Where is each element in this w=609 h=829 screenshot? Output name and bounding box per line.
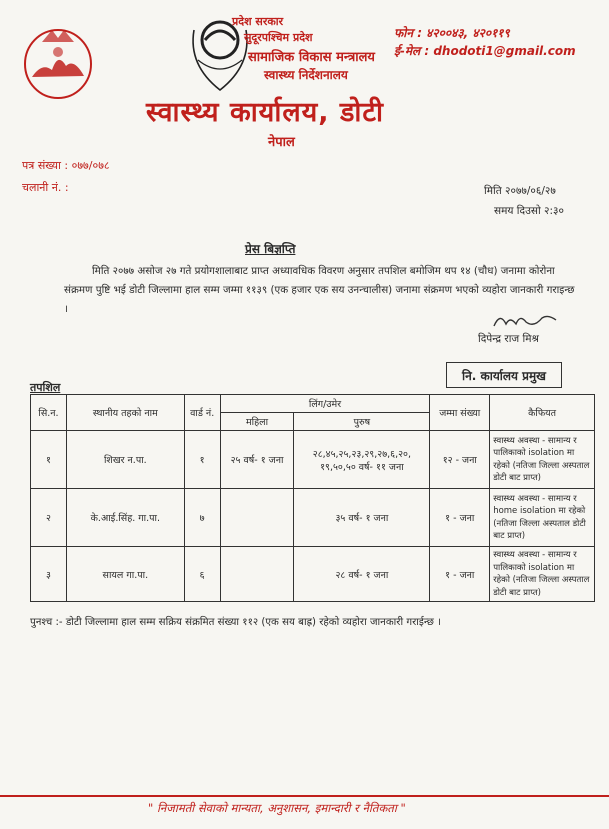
ref-number: पत्र संख्या : ०७७/०७८ (22, 159, 110, 172)
postscript-note: पुनश्च :- डोटी जिल्लामा हाल सम्म सक्रिय संक्रमित संख्या ११२ (एक सय बाह्र) रहेको व्यहोरा जानकारी गराईन्छ । (30, 617, 442, 628)
row-sn: २ (31, 489, 67, 547)
table-header-row (31, 395, 595, 413)
row-remarks: स्वास्थ्य अवस्था - सामान्य र पालिकाको isolation मा रहेको (नतिजा जिल्ला अस्पताल डोटी बाट प्राप्त) (490, 547, 595, 602)
phone-numbers: फोन : ४२००४३, ४२०११९ (394, 26, 510, 40)
row-male: २८,४५,२५,२३,२९,२७,६,२०, १९,५०,५० वर्ष- ११ जना (294, 431, 430, 489)
table-row (31, 489, 595, 547)
row-sn: १ (31, 431, 67, 489)
table-row (31, 547, 595, 602)
row-remarks: स्वास्थ्य अवस्था - सामान्य र पालिकाको isolation मा रहेको (नतिजा जिल्ला अस्पताल डोटी बाट प्राप्त) (490, 431, 595, 489)
table-row (31, 431, 595, 489)
office-country: नेपाल (268, 135, 295, 150)
row-local-level: सायल गा.पा. (66, 547, 184, 602)
office-title: स्वास्थ्य कार्यालय, डोटी (146, 97, 384, 128)
dispatch-number: चलानी नं. : (22, 181, 69, 194)
row-local-level: के.आई.सिंह. गा.पा. (66, 489, 184, 547)
row-male: २८ वर्ष- १ जना (294, 547, 430, 602)
press-body: मिति २०७७ असोज २७ गते प्रयोगशालाबाट प्राप्त अध्यावधिक विवरण अनुसार तपशिल बमोजिम थप १४ (चौध) जनामा कोरोना संक्रमण पुष्टि भई डोटी जिल्लामा हाल सम्म जम्मा ११३९ (एक हजार एक सय उनन्चालीस) जनामा संक्रमण भएको व्यहोरा जानकारी गराइन्छ । (64, 265, 575, 315)
row-sn: ३ (31, 547, 67, 602)
row-ward: ६ (184, 547, 220, 602)
province-name: सुदूरपश्चिम प्रदेश (244, 31, 313, 44)
letter-date: मिति २०७७/०६/२७ (484, 185, 556, 197)
row-total: १ - जना (430, 547, 490, 602)
header-total: जम्मा संख्या (430, 395, 490, 431)
row-total: १२ - जना (430, 431, 490, 489)
directorate-name: स्वास्थ्य निर्देशनालय (264, 68, 348, 82)
header-remarks: कैफियत (490, 395, 595, 431)
press-heading: प्रेस बिज्ञप्ति (245, 242, 296, 256)
header-sn: सि.न. (31, 395, 67, 431)
case-details-table (30, 394, 595, 602)
email-address: ई-मेल : dhodoti1@gmail.com (394, 44, 576, 58)
header-male: पुरुष (294, 413, 430, 431)
row-female: २५ वर्ष- १ जना (220, 431, 294, 489)
row-total: १ - जना (430, 489, 490, 547)
nepal-emblem-icon (22, 22, 94, 102)
row-ward: ७ (184, 489, 220, 547)
header-local-level: स्थानीय तहको नाम (66, 395, 184, 431)
header-female: महिला (220, 413, 294, 431)
row-male: ३५ वर्ष- १ जना (294, 489, 430, 547)
footer-divider (0, 795, 609, 797)
row-ward: १ (184, 431, 220, 489)
footer-motto: " निजामती सेवाको मान्यता, अनुशासन, इमान्दारी र नैतिकता " (148, 801, 406, 815)
row-remarks: स्वास्थ्य अवस्था - सामान्य र home isolation मा रहेको (नतिजा जिल्ला अस्पताल डोटी बाट प्राप्त) (490, 489, 595, 547)
signature (490, 310, 560, 332)
header-gender-age: लिंग/उमेर (220, 395, 430, 413)
office-chief-stamp: नि. कार्यालय प्रमुख (446, 362, 562, 388)
province-govt: प्रदेश सरकार (232, 15, 284, 28)
details-label: तपशिल (30, 381, 61, 394)
ministry-name: सामाजिक विकास मन्त्रालय (248, 50, 375, 65)
row-female (220, 547, 294, 602)
header-ward: वार्ड नं. (184, 395, 220, 431)
signer-name: दिपेन्द्र राज मिश्र (478, 333, 539, 345)
letter-time: समय दिउसो २:३० (494, 205, 564, 217)
row-local-level: शिखर न.पा. (66, 431, 184, 489)
row-female (220, 489, 294, 547)
